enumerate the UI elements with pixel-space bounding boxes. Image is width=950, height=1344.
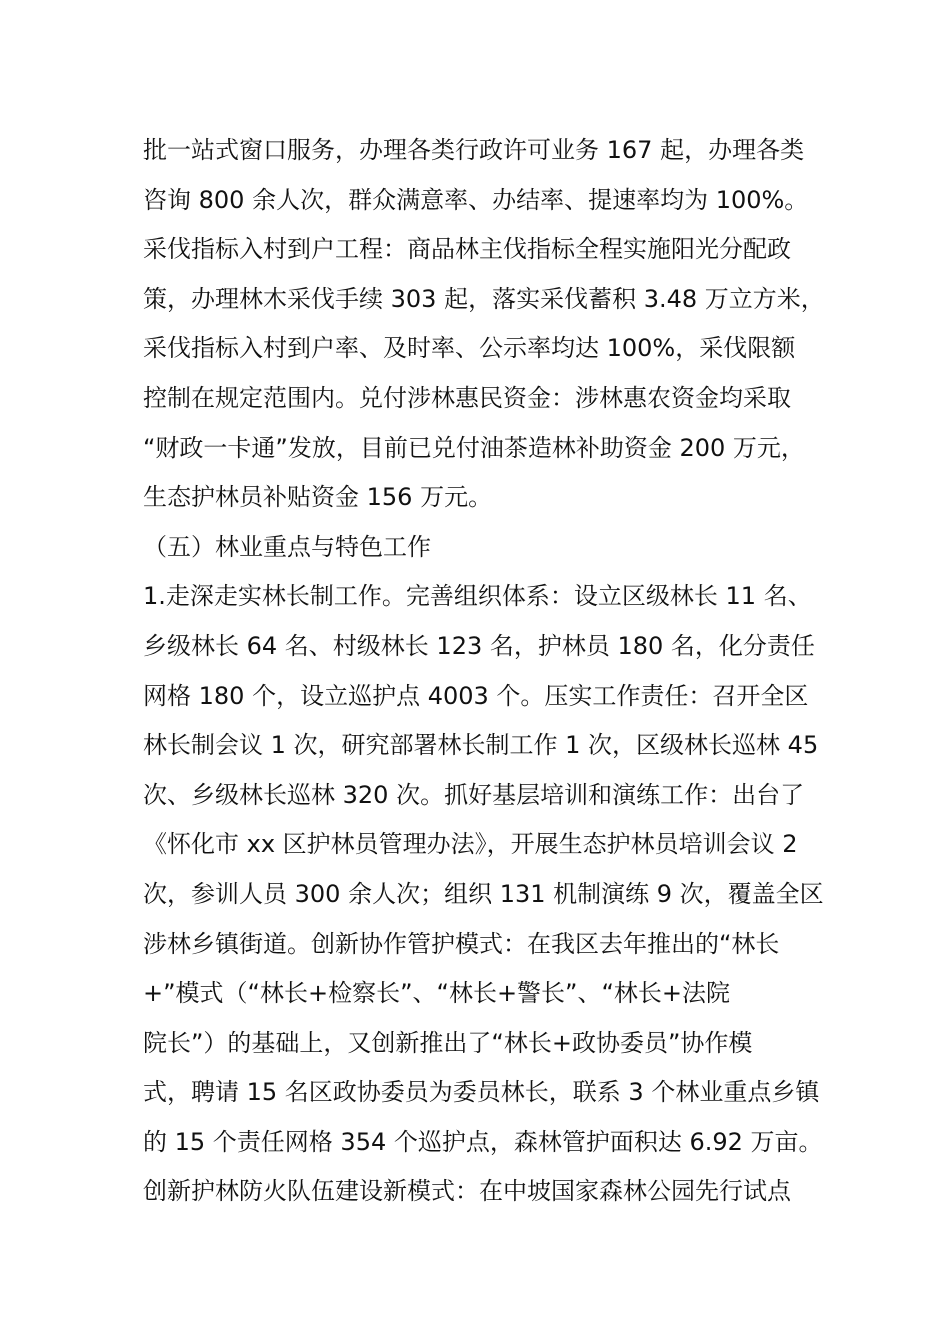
text-line: 创新护林防火队伍建设新模式：在中坡国家森林公园先行试点	[143, 1177, 791, 1206]
text-line: 涉林乡镇街道。创新协作管护模式：在我区去年推出的“林长	[143, 929, 780, 958]
text-line: 策，办理林木采伐手续 303 起，落实采伐蓄积 3.48 万立方米，	[143, 284, 825, 313]
text-line: 批一站式窗口服务，办理各类行政许可业务 167 起，办理各类	[143, 136, 805, 164]
text-line: 次，参训人员 300 余人次；组织 131 机制演练 9 次，覆盖全区	[143, 879, 824, 908]
text-line: 网格 180 个，设立巡护点 4003 个。压实工作责任：召开全区	[143, 681, 809, 710]
text-line: 的 15 个责任网格 354 个巡护点，森林管护面积达 6.92 万亩。	[143, 1127, 823, 1156]
text-line: 控制在规定范围内。兑付涉林惠民资金：涉林惠农资金均采取	[143, 383, 791, 412]
document-body	[143, 126, 823, 1217]
text-line: +”模式（“林长+检察长”、“林长+警长”、“林长+法院	[143, 979, 731, 1008]
text-line: 林长制会议 1 次，研究部署林长制工作 1 次，区级林长巡林 45	[143, 731, 819, 760]
text-line: 1.走深走实林长制工作。完善组织体系：设立区级林长 11 名、	[143, 582, 812, 611]
text-line: 院长”）的基础上，又创新推出了“林长+政协委员”协作模	[143, 1028, 753, 1057]
text-line: 《怀化市 xx 区护林员管理办法》，开展生态护林员培训会议 2	[143, 830, 798, 859]
text-line: 咨询 800 余人次，群众满意率、办结率、提速率均为 100%。	[143, 185, 809, 214]
text-line: 采伐指标入村到户率、及时率、公示率均达 100%，采伐限额	[143, 334, 796, 363]
text-line: “财政一卡通”发放，目前已兑付油茶造林补助资金 200 万元，	[143, 433, 805, 462]
text-line: 乡级林长 64 名、村级林长 123 名，护林员 180 名，化分责任	[143, 631, 815, 660]
text-line: 式，聘请 15 名区政协委员为委员林长，联系 3 个林业重点乡镇	[143, 1078, 820, 1107]
section-heading: （五）林业重点与特色工作	[143, 532, 431, 561]
text-line: 次、乡级林长巡林 320 次。抓好基层培训和演练工作：出台了	[143, 780, 805, 809]
text-line: 采伐指标入村到户工程：商品林主伐指标全程实施阳光分配政	[143, 235, 791, 264]
text-line: 生态护林员补贴资金 156 万元。	[143, 483, 493, 512]
